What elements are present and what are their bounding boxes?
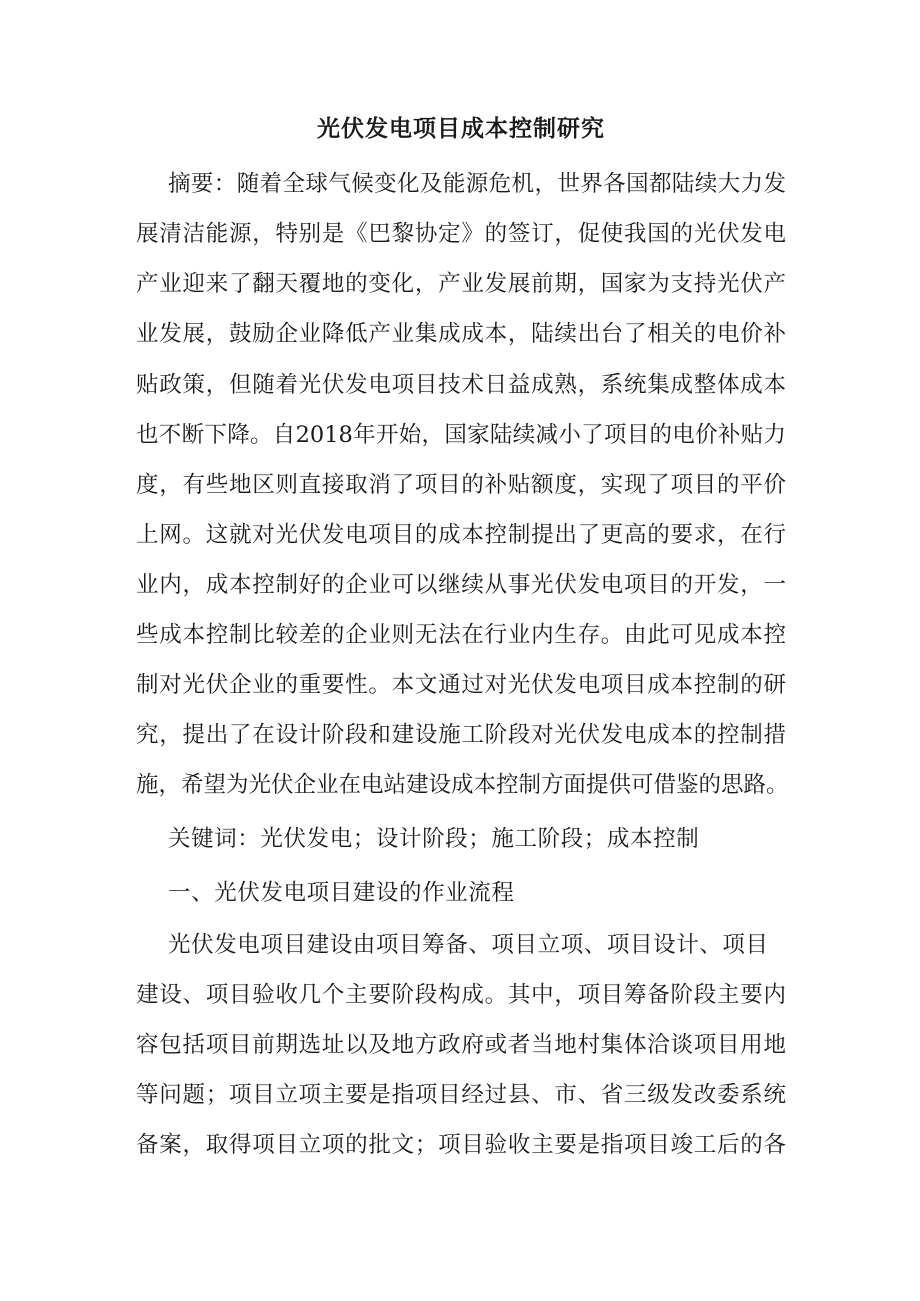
abstract-line: 究，提出了在设计阶段和建设施工阶段对光伏发电成本的控制措	[136, 722, 786, 748]
section-line: 容包括项目前期选址以及地方政府或者当地村集体洽谈项目用地	[136, 1032, 786, 1058]
abstract-line: 施，希望为光伏企业在电站建设成本控制方面提供可借鉴的思路。	[136, 772, 789, 798]
document-title: 光伏发电项目成本控制研究	[317, 116, 605, 142]
abstract-line: 制对光伏企业的重要性。本文通过对光伏发电项目成本控制的研	[136, 672, 786, 698]
section-line: 备案，取得项目立项的批文；项目验收主要是指项目竣工后的各	[136, 1132, 786, 1158]
abstract-line: 摘要：随着全球气候变化及能源危机，世界各国都陆续大力发	[168, 171, 786, 197]
abstract-line: 业内，成本控制好的企业可以继续从事光伏发电项目的开发，一	[136, 572, 786, 598]
section-line: 光伏发电项目建设由项目筹备、项目立项、项目设计、项目	[168, 932, 769, 958]
section-heading: 一、光伏发电项目建设的作业流程	[168, 880, 515, 906]
abstract-line: 也不断下降。自2018年开始，国家陆续减小了项目的电价补贴力	[136, 422, 786, 448]
abstract-line: 上网。这就对光伏发电项目的成本控制提出了更高的要求，在行	[136, 522, 786, 548]
section-line: 等问题；项目立项主要是指项目经过县、市、省三级发改委系统	[136, 1082, 786, 1108]
abstract-line: 度，有些地区则直接取消了项目的补贴额度，实现了项目的平价	[136, 472, 786, 498]
abstract-line: 贴政策，但随着光伏发电项目技术日益成熟，系统集成整体成本	[136, 372, 786, 398]
keywords-line: 关键词：光伏发电；设计阶段；施工阶段；成本控制	[168, 826, 700, 852]
abstract-line: 展清洁能源，特别是《巴黎协定》的签订，促使我国的光伏发电	[136, 221, 786, 247]
abstract-line: 业发展，鼓励企业降低产业集成成本，陆续出台了相关的电价补	[136, 321, 786, 347]
abstract-line: 产业迎来了翻天覆地的变化，产业发展前期，国家为支持光伏产	[136, 271, 786, 297]
abstract-line: 些成本控制比较差的企业则无法在行业内生存。由此可见成本控	[136, 622, 786, 648]
section-line: 建设、项目验收几个主要阶段构成。其中，项目筹备阶段主要内	[136, 982, 786, 1008]
